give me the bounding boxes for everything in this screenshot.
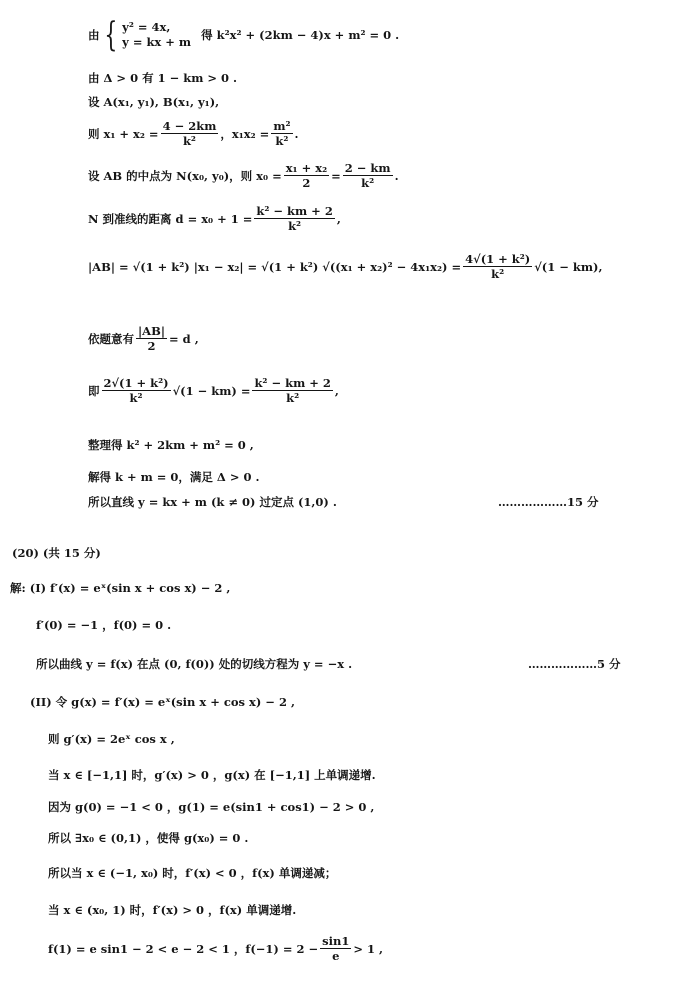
g-prime-text: 则 g′(x) = 2eˣ cos x , — [48, 732, 175, 746]
tangent-text: 所以曲线 y = f(x) 在点 (0, f(0)) 处的切线方程为 y = −x . — [36, 657, 353, 671]
distance-line — [88, 204, 341, 233]
solve-text: 解得 k + m = 0，满足 Δ > 0 . — [88, 470, 260, 484]
fraction-denominator: k² — [491, 267, 505, 281]
solution-part-1 — [10, 580, 230, 596]
delta-line — [88, 70, 237, 86]
distance-fraction — [254, 204, 334, 233]
midpoint-end: . — [394, 168, 399, 183]
fraction-denominator: k² — [275, 134, 289, 148]
fraction-denominator: 2 — [302, 176, 311, 190]
equivalent-line — [88, 376, 339, 405]
fraction-denominator: k² — [129, 391, 143, 405]
condition-prefix: 依题意有 — [88, 331, 134, 346]
vieta-prefix: 则 x₁ + x₂ = — [88, 126, 159, 141]
derivative-text: 解: (I) f′(x) = eˣ(sin x + cos x) − 2 , — [10, 581, 231, 595]
fraction-numerator: sin1 — [322, 934, 350, 948]
simplify-line — [88, 437, 254, 453]
fraction-denominator: k² — [288, 219, 302, 233]
increasing-line — [48, 902, 296, 918]
solve-line — [88, 469, 260, 485]
decreasing-line — [48, 865, 336, 881]
chord-length-fraction — [463, 252, 532, 281]
final-fraction — [320, 934, 351, 963]
system-prefix: 由 — [88, 28, 100, 42]
fraction-numerator: 2 − km — [344, 161, 391, 175]
monotonic-line — [48, 767, 376, 783]
equivalent-end: , — [334, 383, 339, 398]
final-line — [48, 934, 383, 963]
set-points-text: 设 A(x₁, y₁), B(x₁, y₁), — [88, 95, 220, 109]
equals-sign: = — [331, 168, 341, 183]
exists-line — [48, 830, 248, 846]
midpoint-line — [88, 161, 399, 190]
fraction-numerator: |AB| — [138, 324, 166, 338]
fraction-denominator: k² — [361, 176, 375, 190]
score-15: ………………15 分 — [498, 495, 599, 509]
increasing-text: 当 x ∈ (x₀, 1) 时，f′(x) > 0 ，f(x) 单调递增. — [48, 903, 297, 917]
solution-part-2 — [30, 694, 295, 710]
fraction-denominator: 2 — [147, 339, 156, 353]
midpoint-fraction-2 — [343, 161, 393, 190]
delta-text: 由 Δ > 0 有 1 − km > 0 . — [88, 71, 238, 85]
fraction-numerator: 4 − 2km — [162, 119, 217, 133]
problem-20-header — [12, 545, 101, 561]
vieta-end: . — [294, 126, 299, 141]
left-brace: { — [103, 15, 117, 55]
chord-length-prefix: |AB| = √(1 + k²) |x₁ − x₂| = √(1 + k²) √((x₁ + x₂)² − 4x₁x₂) = — [88, 259, 462, 274]
fraction-denominator: e — [332, 949, 340, 963]
decreasing-text: 所以当 x ∈ (−1, x₀) 时，f′(x) < 0 ，f(x) 单调递减； — [48, 866, 337, 880]
condition-fraction — [136, 324, 167, 353]
system-result: 得 k²x² + (2km − 4)x + m² = 0 . — [201, 28, 400, 42]
problem-20-title: (20) (共 15 分) — [12, 546, 101, 560]
simplify-text: 整理得 k² + 2km + m² = 0 , — [88, 438, 254, 452]
conclusion-line — [88, 494, 337, 510]
vieta-sum-fraction — [161, 119, 219, 148]
fraction-numerator: k² − km + 2 — [254, 376, 331, 390]
define-g-text: (II) 令 g(x) = f′(x) = eˣ(sin x + cos x) − 2 , — [30, 695, 295, 709]
set-points-line — [88, 94, 219, 110]
distance-prefix: N 到准线的距离 d = x₀ + 1 = — [88, 211, 253, 226]
fraction-numerator: m² — [273, 119, 291, 133]
system-equations-line — [88, 15, 400, 55]
because-line — [48, 799, 374, 815]
vieta-line — [88, 119, 299, 148]
fraction-denominator: k² — [286, 391, 300, 405]
system-line-1: y² = 4x, — [122, 20, 171, 34]
values-line — [36, 617, 171, 633]
equivalent-prefix: 即 — [88, 383, 100, 398]
distance-end: , — [336, 211, 341, 226]
g-prime-line — [48, 731, 175, 747]
score-5: ………………5 分 — [528, 657, 621, 671]
equivalent-mid: √(1 − km) = — [172, 383, 251, 398]
exists-text: 所以 ∃x₀ ∈ (0,1) ，使得 g(x₀) = 0 . — [48, 831, 249, 845]
because-text: 因为 g(0) = −1 < 0 ，g(1) = e(sin1 + cos1) − 2 > 0 , — [48, 800, 375, 814]
condition-end: = d , — [169, 331, 199, 346]
equivalent-fraction-2 — [252, 376, 332, 405]
chord-length-line — [88, 252, 602, 281]
conclusion-text: 所以直线 y = kx + m (k ≠ 0) 过定点 (1,0) . — [88, 495, 337, 509]
midpoint-prefix: 设 AB 的中点为 N(x₀, y₀)，则 x₀ = — [88, 168, 282, 183]
equation-system — [100, 15, 192, 55]
chord-length-end: √(1 − km), — [534, 259, 603, 274]
fraction-numerator: 2√(1 + k²) — [103, 376, 169, 390]
midpoint-fraction-1 — [284, 161, 329, 190]
values-text: f′(0) = −1 ，f(0) = 0 . — [36, 618, 172, 632]
monotonic-text: 当 x ∈ [−1,1] 时，g′(x) > 0 ，g(x) 在 [−1,1] 上单调递增. — [48, 768, 376, 782]
final-end: > 1 , — [353, 941, 384, 956]
fraction-numerator: x₁ + x₂ — [285, 161, 328, 175]
vieta-mid: ，x₁x₂ = — [220, 126, 270, 141]
equivalent-fraction-1 — [102, 376, 171, 405]
fraction-numerator: k² − km + 2 — [256, 204, 333, 218]
final-prefix: f(1) = e sin1 − 2 < e − 2 < 1 ，f(−1) = 2 − — [48, 941, 319, 956]
system-line-2: y = kx + m — [122, 35, 192, 49]
vieta-product-fraction — [271, 119, 292, 148]
condition-line — [88, 324, 199, 353]
fraction-denominator: k² — [182, 134, 196, 148]
tangent-line — [36, 656, 352, 672]
fraction-numerator: 4√(1 + k²) — [465, 252, 531, 266]
